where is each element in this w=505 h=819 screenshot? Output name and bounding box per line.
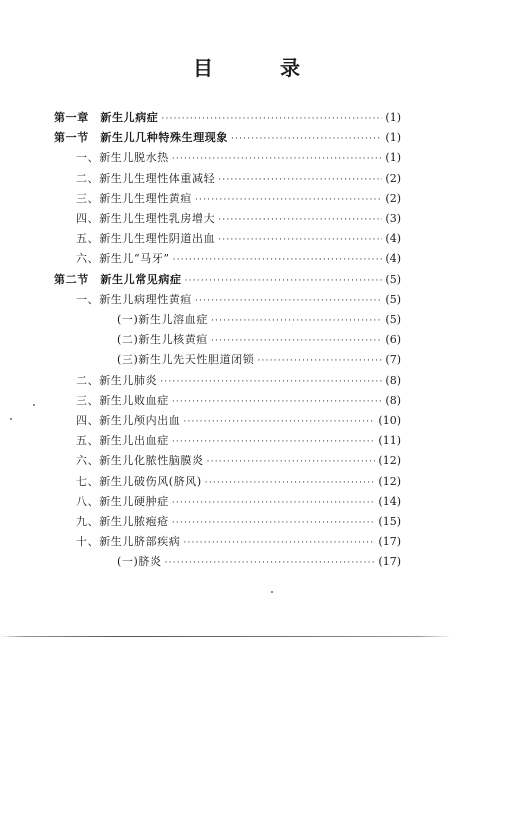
toc-entry	[76, 451, 401, 471]
toc-page-number: (5)	[385, 292, 401, 306]
toc-entry-title: (二)新生儿核黄疸	[117, 333, 208, 347]
toc-entry	[76, 169, 401, 189]
toc-page-number: (1)	[385, 111, 401, 124]
toc-entry-title: 三、新生儿生理性黄疸	[76, 191, 192, 205]
toc-entry-title: 五、新生儿出血症	[76, 434, 169, 448]
toc-page-number: (11)	[378, 434, 401, 448]
toc-entry-title: 二、新生儿肺炎	[76, 373, 158, 387]
toc-page-number: (14)	[378, 494, 401, 508]
toc-leader-dots	[172, 392, 383, 412]
toc-leader-dots	[207, 452, 376, 472]
toc-entry	[76, 472, 401, 492]
toc-entry	[54, 270, 401, 290]
toc-entry-title: 八、新生儿硬肿症	[76, 494, 169, 508]
toc-page-number: (8)	[385, 373, 401, 387]
toc-entry	[76, 249, 401, 269]
toc-page-number: (12)	[378, 454, 401, 468]
toc-page-number: (6)	[385, 333, 401, 347]
toc-page-number: (1)	[385, 131, 401, 145]
toc-page-number: (15)	[378, 515, 401, 528]
toc-entry	[76, 371, 401, 391]
toc-leader-dots	[160, 372, 382, 392]
toc-leader-dots	[173, 250, 383, 270]
toc-page-number: (17)	[378, 535, 401, 549]
toc-leader-dots	[172, 493, 376, 513]
toc-leader-dots	[183, 533, 375, 553]
toc-leader-dots	[161, 109, 382, 129]
toc-entry-title: 六、新生儿“马牙”	[76, 252, 170, 266]
toc-leader-dots	[195, 190, 382, 210]
toc-leader-dots	[257, 351, 382, 371]
toc-entry	[76, 229, 401, 249]
bottom-rule	[0, 636, 452, 637]
toc-entry	[76, 290, 401, 310]
toc-page-number: (4)	[385, 252, 401, 266]
toc-entry	[117, 310, 401, 330]
toc-leader-dots	[165, 553, 376, 573]
toc-page-number: (8)	[385, 393, 401, 407]
toc-entry-title: (三)新生儿先天性胆道闭锁	[117, 353, 255, 367]
toc-entry-title: (一)脐炎	[117, 555, 162, 569]
toc-page-number: (10)	[378, 414, 401, 427]
toc-page-number: (2)	[385, 191, 401, 205]
toc-page-number: (4)	[385, 232, 401, 246]
toc-entry-title: 一、新生儿病理性黄疸	[76, 292, 192, 306]
toc-page-number: (12)	[378, 474, 401, 488]
toc-page-number: (17)	[378, 555, 401, 569]
toc-entry	[54, 128, 401, 148]
toc-entry	[76, 148, 401, 168]
toc-entry	[76, 209, 401, 229]
toc-entry	[76, 492, 401, 512]
toc-leader-dots	[172, 432, 376, 452]
toc-entry	[76, 512, 401, 532]
page-title: 目 录	[193, 56, 330, 80]
toc-entry-title: 第一节 新生儿几种特殊生理现象	[54, 131, 228, 145]
toc-page-number: (1)	[385, 151, 401, 165]
toc-entry	[117, 330, 401, 350]
toc-page-number: (3)	[385, 212, 401, 225]
toc-entry-title: 四、新生儿颅内出血	[76, 414, 181, 427]
toc-leader-dots	[211, 311, 382, 331]
toc-leader-dots	[218, 230, 382, 250]
toc-page-number: (7)	[385, 353, 401, 367]
toc-leader-dots	[172, 513, 376, 533]
toc-entry-title: 三、新生儿败血症	[76, 393, 169, 407]
toc-entry-title: 九、新生儿脓疱疮	[76, 515, 169, 528]
toc-page-number: (5)	[385, 272, 401, 286]
toc-entry-title: 一、新生儿脱水热	[76, 151, 169, 165]
toc-leader-dots	[218, 170, 382, 190]
toc-leader-dots	[211, 331, 382, 351]
toc-leader-dots	[185, 271, 383, 291]
toc-entry	[76, 431, 401, 451]
toc-entry	[76, 391, 401, 411]
scan-speck	[10, 418, 12, 420]
toc-entry-title: 十、新生儿脐部疾病	[76, 535, 181, 549]
toc-entry	[76, 189, 401, 209]
toc-entry-title: 七、新生儿破伤风(脐风)	[76, 474, 202, 488]
toc-entry-title: 第一章 新生儿病症	[54, 111, 159, 124]
toc-entry-title: 第二节 新生儿常见病症	[54, 272, 182, 286]
toc-entry-title: 六、新生儿化脓性脑膜炎	[76, 454, 204, 468]
toc-leader-dots	[183, 412, 375, 432]
toc-entry	[117, 552, 401, 572]
toc-entry-title: 二、新生儿生理性体重减轻	[76, 171, 216, 185]
scan-speck	[33, 404, 35, 406]
toc-page-number: (5)	[385, 313, 401, 326]
toc-entry-title: 五、新生儿生理性阴道出血	[76, 232, 216, 246]
toc-entry	[54, 108, 401, 128]
scan-speck	[271, 591, 273, 593]
toc-entry-title: 四、新生儿生理性乳房增大	[76, 212, 216, 225]
toc-page-number: (2)	[385, 171, 401, 185]
toc-leader-dots	[231, 129, 382, 149]
toc-entry	[76, 532, 401, 552]
toc-leader-dots	[205, 473, 376, 493]
toc-leader-dots	[172, 149, 383, 169]
toc-entry	[117, 350, 401, 370]
toc-leader-dots	[195, 291, 382, 311]
toc-entry-title: (一)新生儿溶血症	[117, 313, 208, 326]
toc-leader-dots	[218, 210, 382, 230]
toc-entry	[76, 411, 401, 431]
